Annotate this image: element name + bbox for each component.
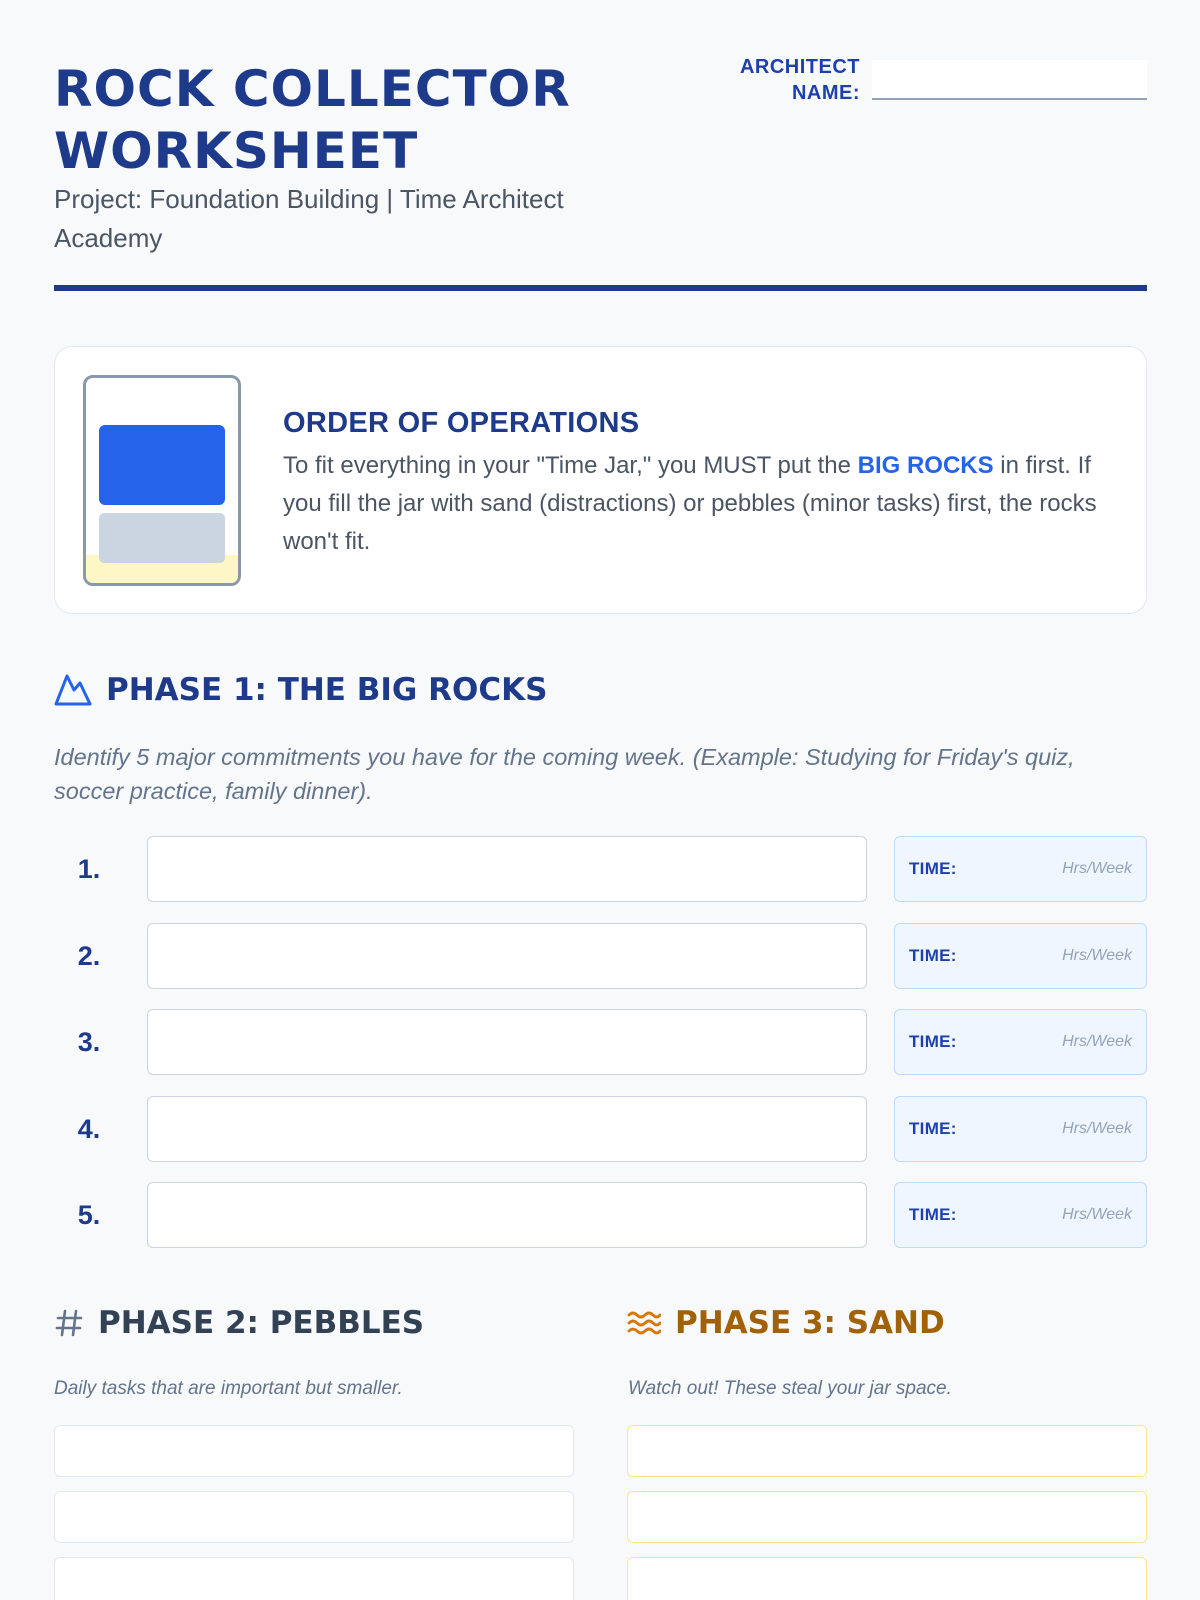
rock-row-number: 3. (77, 1027, 101, 1057)
rock-time-field[interactable] (894, 923, 1147, 989)
phase2-heading (54, 1305, 424, 1341)
rock-row-number: 1. (77, 854, 101, 884)
sand-input-1[interactable] (627, 1425, 1147, 1477)
time-unit-placeholder: Hrs/Week (1062, 1033, 1132, 1050)
time-label: TIME: (909, 945, 957, 965)
card-body-text-end: in first. If you fill the jar with sand (distractions) or pebbles (minor tasks) first, the rocks won't fit. (283, 452, 1097, 555)
rock-row (54, 1096, 1147, 1162)
time-label: TIME: (909, 1118, 957, 1138)
time-unit-placeholder: Hrs/Week (1062, 946, 1132, 964)
rock-time-field[interactable] (894, 1096, 1147, 1162)
phase2-title: PHASE 2: PEBBLES (98, 1305, 425, 1341)
rock-row (54, 1009, 1147, 1075)
rock-commitment-input[interactable] (147, 836, 867, 902)
phase3-heading (627, 1305, 945, 1341)
card-body (283, 447, 1123, 561)
page-subtitle: Project: Foundation Building | Time Architect Academy (54, 184, 564, 253)
time-unit-placeholder: Hrs/Week (1062, 860, 1132, 877)
time-label: TIME: (909, 1205, 957, 1224)
rock-row (54, 1182, 1147, 1248)
time-unit-placeholder: Hrs/Week (1062, 1206, 1132, 1223)
rock-commitment-input[interactable] (147, 1009, 867, 1075)
rock-time-field[interactable] (894, 1009, 1147, 1075)
big-rocks-highlight: BIG ROCKS (857, 452, 994, 479)
time-unit-placeholder: Hrs/Week (1062, 1119, 1132, 1137)
hash-icon (54, 1308, 84, 1338)
jar-pebble-layer (99, 513, 225, 563)
time-jar-illustration (83, 375, 241, 586)
sand-input-3[interactable] (627, 1557, 1147, 1600)
phase3-instructions: Watch out! These steal your jar space. (628, 1378, 952, 1399)
rock-row-number: 5. (77, 1200, 101, 1230)
rock-row (54, 923, 1147, 989)
rock-commitment-input[interactable] (147, 1182, 867, 1248)
waves-icon (627, 1309, 661, 1337)
phase1-title: PHASE 1: THE BIG ROCKS (106, 672, 548, 708)
card-title: ORDER OF OPERATIONS (283, 407, 640, 439)
phase1-heading (54, 672, 548, 708)
rock-row (54, 836, 1147, 902)
rock-time-field[interactable] (894, 1182, 1147, 1248)
phase1-instructions: Identify 5 major commitments you have for the coming week. (Example: Studying for Friday's quiz, soccer practice, family dinner). (54, 744, 1075, 804)
rock-commitment-input[interactable] (147, 923, 867, 989)
time-label: TIME: (909, 859, 957, 878)
jar-rock-layer (99, 425, 225, 505)
page-title: ROCK COLLECTOR WORKSHEET (54, 60, 571, 180)
rock-row-number: 2. (77, 940, 101, 971)
pebble-input-1[interactable] (54, 1425, 574, 1477)
card-body-text-start: To fit everything in your "Time Jar," you MUST put the (283, 452, 858, 479)
mountain-icon (54, 673, 92, 707)
header-divider (54, 285, 1147, 291)
sand-input-2[interactable] (627, 1491, 1147, 1543)
time-label: TIME: (909, 1032, 957, 1051)
architect-name-label: ARCHITECT NAME: (739, 56, 860, 104)
rock-time-field[interactable] (894, 836, 1147, 902)
phase2-instructions: Daily tasks that are important but smaller. (54, 1378, 403, 1399)
phase3-title: PHASE 3: SAND (675, 1305, 945, 1341)
pebble-input-2[interactable] (54, 1491, 574, 1543)
rock-commitment-input[interactable] (147, 1096, 867, 1162)
pebble-input-3[interactable] (54, 1557, 574, 1600)
architect-name-field[interactable] (872, 60, 1147, 100)
order-of-operations-card (54, 346, 1147, 614)
rock-row-number: 4. (77, 1113, 101, 1144)
